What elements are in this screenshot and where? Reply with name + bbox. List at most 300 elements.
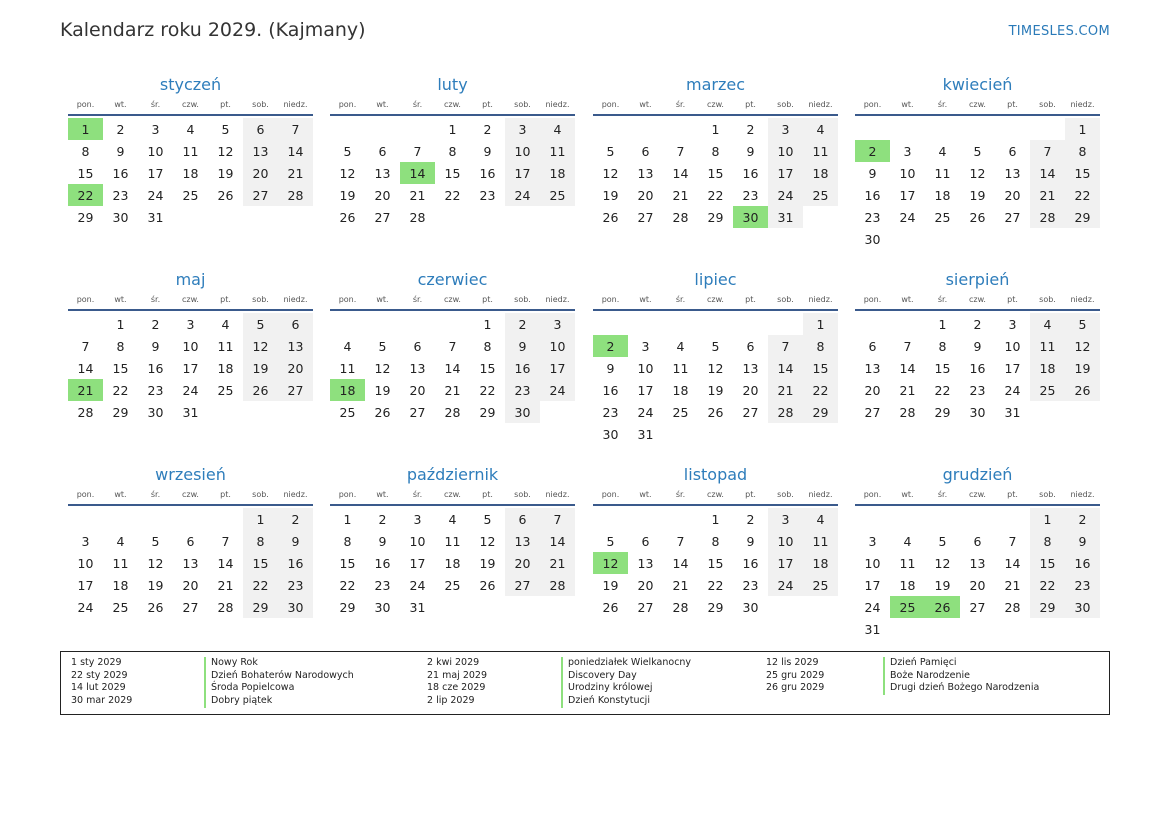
weekday-label: śr. [150, 490, 161, 499]
weekday-label: pt. [1007, 100, 1018, 109]
day-cell: 27 [969, 599, 986, 615]
day-cell: 7 [1008, 533, 1017, 549]
day-cell: 12 [934, 555, 951, 571]
holiday-list [60, 651, 1110, 715]
day-cell: 16 [969, 360, 986, 376]
day-cell: 18 [803, 552, 838, 574]
day-cell: 13 [243, 140, 278, 162]
day-cell: 17 [1004, 360, 1021, 376]
day-cell: 7 [903, 338, 912, 354]
weekday-label: wt. [639, 490, 652, 499]
weekday-label: wt. [901, 100, 914, 109]
day-cell: 30 [374, 599, 391, 615]
day-cell: 5 [243, 313, 278, 335]
day-cell: 27 [505, 574, 540, 596]
day-cell: 21 [1004, 577, 1021, 593]
month-calendar [855, 74, 1100, 250]
day-grid [855, 118, 1100, 250]
day-cell: 23 [505, 379, 540, 401]
weekday-label: niedz. [808, 100, 833, 109]
day-cell: 3 [186, 316, 195, 332]
holiday-name: Nowy Rok [204, 657, 354, 670]
day-cell: 24 [505, 184, 540, 206]
month-name: lipiec [694, 270, 737, 289]
day-cell: 30 [864, 231, 881, 247]
day-cell: 1 [938, 316, 947, 332]
day-cell: 28 [540, 574, 575, 596]
day-cell: 23 [969, 382, 986, 398]
weekday-header [593, 293, 838, 307]
day-cell: 20 [864, 382, 881, 398]
day-cell: 20 [637, 577, 654, 593]
month-calendar [593, 74, 838, 228]
day-cell: 17 [768, 552, 803, 574]
day-cell: 4 [221, 316, 230, 332]
day-cell: 6 [973, 533, 982, 549]
day-cell: 12 [217, 143, 234, 159]
weekday-label: wt. [639, 295, 652, 304]
day-cell: 8 [938, 338, 947, 354]
weekday-label: pon. [601, 100, 620, 109]
weekday-header [855, 293, 1100, 307]
day-cell: 10 [409, 533, 426, 549]
day-cell: 12 [479, 533, 496, 549]
weekday-label: sob. [777, 490, 794, 499]
day-cell: 1 [243, 508, 278, 530]
weekday-label: czw. [707, 490, 724, 499]
day-cell: 9 [746, 143, 755, 159]
day-cell: 19 [243, 357, 278, 379]
day-cell: 15 [112, 360, 129, 376]
empty-cell [698, 313, 733, 335]
month-name: marzec [685, 75, 745, 94]
day-cell: 12 [1065, 335, 1100, 357]
day-cell: 30 [505, 401, 540, 423]
day-cell: 26 [707, 404, 724, 420]
weekday-label: niedz. [283, 295, 308, 304]
holiday-name: Dzień Konstytucji [561, 695, 691, 708]
day-cell: 17 [505, 162, 540, 184]
empty-cell [593, 508, 628, 530]
day-cell: 27 [243, 184, 278, 206]
day-cell: 13 [374, 165, 391, 181]
day-cell: 4 [116, 533, 125, 549]
empty-cell [103, 508, 138, 530]
day-cell: 8 [116, 338, 125, 354]
day-cell: 15 [707, 555, 724, 571]
day-cell: 1 [1065, 118, 1100, 140]
day-cell: 2 [116, 121, 125, 137]
empty-cell [733, 313, 768, 335]
weekday-label: śr. [150, 100, 161, 109]
day-cell: 19 [217, 165, 234, 181]
weekday-label: pt. [745, 100, 756, 109]
day-cell: 4 [343, 338, 352, 354]
day-cell: 7 [221, 533, 230, 549]
empty-cell [855, 508, 890, 530]
day-cell: 12 [969, 165, 986, 181]
day-cell: 24 [768, 184, 803, 206]
day-cell: 24 [540, 379, 575, 401]
day-cell: 16 [278, 552, 313, 574]
weekday-label: pt. [1007, 295, 1018, 304]
day-cell: 13 [742, 360, 759, 376]
day-cell: 1 [116, 316, 125, 332]
day-cell: 29 [77, 209, 94, 225]
holiday-day-cell: 1 [68, 118, 103, 140]
day-cell: 27 [278, 379, 313, 401]
empty-cell [890, 508, 925, 530]
empty-cell [68, 313, 103, 335]
day-cell: 9 [483, 143, 492, 159]
day-cell: 11 [934, 165, 951, 181]
day-cell: 7 [81, 338, 90, 354]
weekday-label: śr. [412, 100, 423, 109]
weekday-label: sob. [777, 295, 794, 304]
weekday-header [330, 98, 575, 112]
weekday-label: pt. [1007, 490, 1018, 499]
weekday-label: sob. [514, 295, 531, 304]
day-cell: 19 [602, 187, 619, 203]
day-cell: 3 [505, 118, 540, 140]
weekday-label: pon. [76, 295, 95, 304]
weekday-label: śr. [675, 100, 686, 109]
day-cell: 25 [934, 209, 951, 225]
day-cell: 20 [637, 187, 654, 203]
weekday-label: śr. [937, 100, 948, 109]
day-cell: 2 [483, 121, 492, 137]
day-cell: 13 [1004, 165, 1021, 181]
weekday-header [68, 488, 313, 502]
day-cell: 10 [77, 555, 94, 571]
day-cell: 19 [374, 382, 391, 398]
day-cell: 2 [151, 316, 160, 332]
weekday-label: pon. [338, 490, 357, 499]
day-cell: 24 [147, 187, 164, 203]
day-cell: 3 [413, 511, 422, 527]
day-cell: 19 [969, 187, 986, 203]
empty-cell [663, 313, 698, 335]
weekday-header [68, 98, 313, 112]
day-cell: 28 [672, 209, 689, 225]
weekday-label: pt. [482, 295, 493, 304]
day-cell: 14 [77, 360, 94, 376]
day-cell: 29 [1065, 206, 1100, 228]
day-cell: 11 [803, 530, 838, 552]
day-cell: 18 [112, 577, 129, 593]
day-cell: 22 [707, 577, 724, 593]
day-cell: 9 [505, 335, 540, 357]
weekday-label: wt. [376, 100, 389, 109]
holiday-day-cell: 14 [400, 162, 435, 184]
month-name: październik [406, 465, 499, 484]
day-cell: 8 [1030, 530, 1065, 552]
month-calendar [330, 74, 575, 228]
day-cell: 4 [803, 508, 838, 530]
header-rule [68, 504, 313, 506]
empty-cell [400, 118, 435, 140]
day-cell: 10 [182, 338, 199, 354]
day-cell: 28 [217, 599, 234, 615]
holiday-date: 12 lis 2029 [766, 657, 819, 668]
holiday-day-cell: 30 [733, 206, 768, 228]
day-cell: 18 [217, 360, 234, 376]
month-calendar [855, 464, 1100, 640]
empty-cell [138, 508, 173, 530]
holiday-day-cell: 21 [68, 379, 103, 401]
day-cell: 24 [637, 404, 654, 420]
weekday-label: wt. [114, 295, 127, 304]
day-cell: 13 [505, 530, 540, 552]
day-cell: 10 [505, 140, 540, 162]
day-cell: 25 [217, 382, 234, 398]
day-cell: 5 [221, 121, 230, 137]
weekday-label: pt. [482, 100, 493, 109]
empty-cell [628, 118, 663, 140]
weekday-label: czw. [182, 490, 199, 499]
weekday-label: pt. [745, 295, 756, 304]
day-cell: 17 [637, 382, 654, 398]
header-rule [855, 114, 1100, 116]
empty-cell [330, 118, 365, 140]
weekday-header [855, 488, 1100, 502]
day-cell: 14 [1004, 555, 1021, 571]
holiday-name: poniedziałek Wielkanocny [561, 657, 691, 670]
holiday-day-cell: 18 [330, 379, 365, 401]
day-cell: 14 [1030, 162, 1065, 184]
day-cell: 30 [602, 426, 619, 442]
weekday-label: niedz. [808, 490, 833, 499]
header-rule [855, 504, 1100, 506]
day-cell: 9 [746, 533, 755, 549]
day-cell: 8 [803, 335, 838, 357]
day-cell: 29 [707, 209, 724, 225]
header-rule [593, 504, 838, 506]
day-cell: 22 [444, 187, 461, 203]
day-cell: 9 [973, 338, 982, 354]
holiday-name: Boże Narodzenie [883, 670, 1039, 683]
holiday-name-column [883, 657, 1039, 695]
holiday-name: Dzień Bohaterów Narodowych [204, 670, 354, 683]
day-cell: 11 [217, 338, 234, 354]
day-cell: 5 [973, 143, 982, 159]
day-cell: 21 [409, 187, 426, 203]
day-cell: 27 [1004, 209, 1021, 225]
day-cell: 8 [483, 338, 492, 354]
holiday-date: 25 gru 2029 [766, 669, 825, 681]
day-cell: 17 [409, 555, 426, 571]
day-cell: 11 [1030, 335, 1065, 357]
day-cell: 4 [1030, 313, 1065, 335]
day-cell: 16 [505, 357, 540, 379]
header-rule [68, 309, 313, 311]
day-cell: 14 [278, 140, 313, 162]
weekday-label: pon. [863, 490, 882, 499]
weekday-label: sob. [1039, 295, 1056, 304]
day-cell: 29 [1030, 596, 1065, 618]
weekday-label: sob. [514, 100, 531, 109]
day-grid [68, 118, 313, 228]
day-cell: 10 [864, 555, 881, 571]
day-cell: 6 [868, 338, 877, 354]
day-cell: 1 [803, 313, 838, 335]
day-cell: 26 [339, 209, 356, 225]
month-name: czerwiec [417, 270, 488, 289]
day-cell: 2 [1065, 508, 1100, 530]
day-cell: 24 [409, 577, 426, 593]
day-cell: 29 [479, 404, 496, 420]
day-cell: 4 [903, 533, 912, 549]
day-cell: 18 [672, 382, 689, 398]
day-cell: 5 [606, 143, 615, 159]
day-cell: 25 [672, 404, 689, 420]
weekday-label: wt. [114, 490, 127, 499]
day-cell: 5 [1065, 313, 1100, 335]
day-cell: 12 [339, 165, 356, 181]
empty-cell [435, 313, 470, 335]
weekday-label: niedz. [545, 490, 570, 499]
day-cell: 20 [505, 552, 540, 574]
day-cell: 24 [77, 599, 94, 615]
holiday-name: Dzień Pamięci [883, 657, 1039, 670]
day-cell: 15 [479, 360, 496, 376]
empty-cell [663, 508, 698, 530]
day-cell: 21 [672, 577, 689, 593]
day-grid [330, 118, 575, 228]
day-cell: 3 [641, 338, 650, 354]
day-cell: 25 [1030, 379, 1065, 401]
day-cell: 13 [864, 360, 881, 376]
day-cell: 1 [711, 121, 720, 137]
day-cell: 28 [1030, 206, 1065, 228]
day-cell: 6 [746, 338, 755, 354]
day-cell: 6 [243, 118, 278, 140]
day-cell: 8 [711, 143, 720, 159]
day-cell: 23 [147, 382, 164, 398]
weekday-label: czw. [444, 490, 461, 499]
day-cell: 17 [147, 165, 164, 181]
day-cell: 29 [339, 599, 356, 615]
day-cell: 3 [768, 118, 803, 140]
brand-link[interactable]: TIMESLES.COM [1008, 24, 1110, 39]
month-name: styczeń [159, 75, 222, 94]
day-cell: 4 [938, 143, 947, 159]
weekday-label: wt. [901, 490, 914, 499]
day-cell: 28 [409, 209, 426, 225]
day-cell: 20 [742, 382, 759, 398]
day-cell: 20 [1004, 187, 1021, 203]
weekday-label: pon. [338, 100, 357, 109]
day-cell: 14 [444, 360, 461, 376]
holiday-day-cell: 25 [890, 596, 925, 618]
day-cell: 15 [707, 165, 724, 181]
day-cell: 19 [479, 555, 496, 571]
empty-cell [593, 118, 628, 140]
day-cell: 7 [540, 508, 575, 530]
month-calendar [593, 269, 838, 445]
day-cell: 21 [444, 382, 461, 398]
month-name: maj [175, 270, 206, 289]
day-cell: 3 [540, 313, 575, 335]
weekday-label: niedz. [808, 295, 833, 304]
day-cell: 30 [147, 404, 164, 420]
day-cell: 20 [409, 382, 426, 398]
holiday-date: 2 lip 2029 [427, 695, 475, 707]
day-cell: 13 [969, 555, 986, 571]
day-cell: 4 [448, 511, 457, 527]
month-calendar [855, 269, 1100, 423]
day-cell: 16 [742, 165, 759, 181]
day-cell: 2 [278, 508, 313, 530]
day-cell: 16 [147, 360, 164, 376]
weekday-label: czw. [707, 295, 724, 304]
day-cell: 4 [186, 121, 195, 137]
weekday-label: czw. [444, 295, 461, 304]
day-cell: 7 [413, 143, 422, 159]
weekday-label: pt. [220, 100, 231, 109]
holiday-day-cell: 22 [68, 184, 103, 206]
day-cell: 1 [1030, 508, 1065, 530]
month-calendar [68, 74, 313, 228]
day-cell: 21 [672, 187, 689, 203]
day-cell: 11 [899, 555, 916, 571]
day-cell: 27 [409, 404, 426, 420]
day-cell: 3 [1008, 316, 1017, 332]
day-cell: 11 [339, 360, 356, 376]
day-cell: 13 [278, 335, 313, 357]
empty-cell [995, 118, 1030, 140]
day-cell: 10 [637, 360, 654, 376]
day-cell: 9 [606, 360, 615, 376]
day-cell: 26 [147, 599, 164, 615]
weekday-header [68, 293, 313, 307]
day-cell: 25 [540, 184, 575, 206]
empty-cell [960, 118, 995, 140]
day-cell: 5 [711, 338, 720, 354]
day-cell: 22 [803, 379, 838, 401]
day-cell: 1 [711, 511, 720, 527]
day-cell: 6 [641, 143, 650, 159]
empty-cell [628, 313, 663, 335]
day-cell: 19 [602, 577, 619, 593]
empty-cell [330, 313, 365, 335]
day-cell: 11 [672, 360, 689, 376]
day-cell: 15 [77, 165, 94, 181]
day-cell: 27 [182, 599, 199, 615]
day-cell: 6 [505, 508, 540, 530]
weekday-label: niedz. [283, 100, 308, 109]
header-rule [330, 309, 575, 311]
day-cell: 18 [444, 555, 461, 571]
day-cell: 14 [540, 530, 575, 552]
day-cell: 21 [540, 552, 575, 574]
holiday-date: 21 maj 2029 [427, 669, 488, 681]
day-cell: 23 [742, 577, 759, 593]
day-cell: 15 [1030, 552, 1065, 574]
day-cell: 5 [483, 511, 492, 527]
day-cell: 25 [112, 599, 129, 615]
day-cell: 8 [1065, 140, 1100, 162]
day-cell: 28 [672, 599, 689, 615]
day-cell: 28 [899, 404, 916, 420]
day-cell: 31 [409, 599, 426, 615]
day-cell: 10 [768, 530, 803, 552]
day-cell: 28 [77, 404, 94, 420]
weekday-label: sob. [1039, 100, 1056, 109]
day-cell: 24 [768, 574, 803, 596]
month-name: grudzień [942, 465, 1013, 484]
day-cell: 26 [243, 379, 278, 401]
